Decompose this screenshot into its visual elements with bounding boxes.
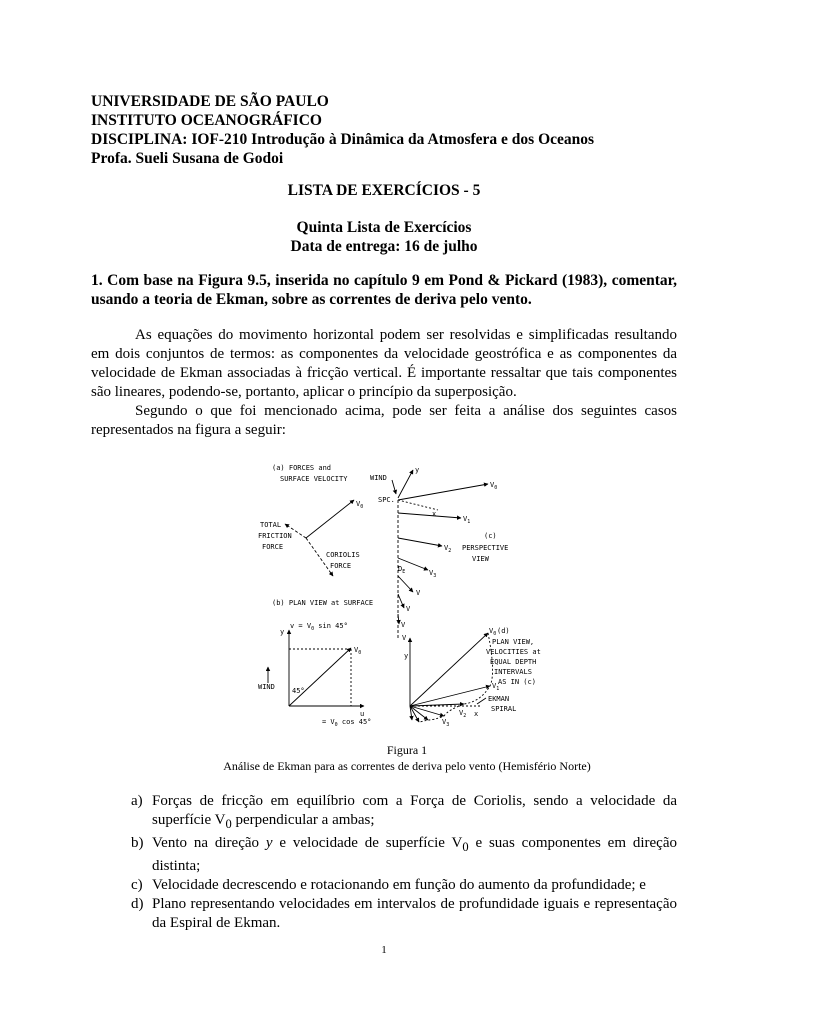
fig-d-label: (d)	[497, 627, 510, 635]
fig-b-y-label: y	[280, 628, 285, 636]
item-label: b)	[131, 835, 144, 851]
list-subtitle: Quinta Lista de Exercícios	[296, 219, 472, 236]
fig-b-title: (b) PLAN VIEW at SURFACE	[272, 599, 374, 607]
university-name: UNIVERSIDADE DE SÃO PAULO	[91, 93, 329, 110]
item-list	[131, 792, 677, 933]
fig-b-u-label: u	[360, 710, 365, 718]
fig-d-text-1: PLAN VIEW,	[492, 638, 535, 646]
fig-d-text-5: AS IN (c)	[498, 678, 536, 686]
fig-c-de-label: $D_E$	[398, 565, 406, 575]
fig-a-coriolis-label: CORIOLIS	[326, 551, 360, 559]
item-label: c)	[131, 877, 143, 893]
list-title: LISTA DE EXERCÍCIOS - 5	[287, 182, 481, 199]
fig-d-v2-label: $V_2$	[459, 709, 467, 719]
figure-caption-title: Figura 1	[386, 743, 428, 757]
fig-b-v0-label: $V_0$	[354, 646, 362, 656]
professor-name: Profa. Sueli Susana de Godoi	[91, 150, 284, 167]
fig-d-v0-label: $V_0$	[489, 627, 497, 637]
fig-c-v5-label: V	[406, 605, 411, 613]
fig-d-ekman-label: EKMAN	[488, 695, 510, 703]
list-item: d) Plano representando velocidades em intervalos de profundidade iguais e representação da Espiral de Ekman.	[131, 896, 677, 931]
list-item: a) Forças de fricção em equilíbrio com a Força de Coriolis, sendo a velocidade da superfície $V_0$ perpendicular a ambas;	[131, 793, 677, 831]
fig-c-x-label: x	[432, 510, 437, 518]
fig-a-v0-label: $V_0$	[356, 500, 364, 510]
fig-c-v1-label: $V_1$	[463, 515, 471, 525]
fig-a-v0-arrow	[306, 500, 354, 538]
fig-a-total-label: TOTAL	[260, 521, 282, 529]
fig-c-y-label: y	[415, 466, 420, 474]
fig-c-v7-label: V	[402, 634, 407, 642]
document-header	[91, 92, 594, 168]
fig-d-text-2: VELOCITIES at	[486, 648, 541, 656]
item-label: d)	[131, 896, 144, 912]
fig-d-ekman-pointer	[477, 698, 486, 704]
fig-c-spc-label: SPC.	[378, 496, 395, 504]
fig-a-force-label: FORCE	[262, 543, 284, 551]
figure-caption-text: Análise de Ekman para as correntes de deriva pelo vento (Hemisfério Norte)	[223, 759, 591, 773]
fig-d-spiral	[419, 633, 493, 722]
fig-c-x-axis	[398, 500, 438, 510]
fig-a-friction-label: FRICTION	[258, 532, 292, 540]
paragraph-2: Segundo o que foi mencionado acima, pode ser feita a análise dos seguintes casos representados na figura a seguir:	[91, 403, 677, 438]
fig-c-wind-label: WIND	[370, 474, 387, 482]
fig-c-v2-arrow	[398, 538, 442, 546]
fig-c-v4-arrow	[398, 576, 413, 592]
fig-c-v0-arrow	[398, 484, 488, 500]
fig-b-v0-arrow	[289, 648, 351, 706]
page-number: 1	[381, 944, 387, 956]
list-item: b) Vento na direção y e velocidade de superfície $V_0$ e suas componentes em direção distinta;	[131, 835, 677, 874]
fig-c-v3-label: $V_3$	[429, 569, 437, 579]
fig-c-v4-label: V	[416, 589, 421, 597]
fig-d-text-3: EQUAL DEPTH	[490, 658, 537, 666]
fig-d-y-label: y	[404, 652, 409, 660]
fig-d-text-4: INTERVALS	[494, 668, 532, 676]
fig-c-v1-arrow	[398, 513, 461, 518]
fig-c-v5-arrow	[398, 594, 404, 608]
fig-b-u-eq: = $V_0$ cos 45°	[322, 718, 372, 728]
fig-c-wind-arrow	[392, 480, 396, 494]
fig-c-view: VIEW	[472, 555, 489, 563]
fig-a-title-1: (a) FORCES and	[272, 464, 332, 472]
fig-d-v3-label: $V_3$	[442, 718, 450, 728]
item-label: a)	[131, 793, 143, 809]
fig-c-v2-label: $V_2$	[444, 544, 452, 554]
fig-c-perspective: PERSPECTIVE	[462, 544, 509, 552]
fig-b-wind-label: WIND	[258, 683, 275, 691]
fig-d-spiral-label: SPIRAL	[491, 705, 517, 713]
due-date: Data de entrega: 16 de julho	[290, 238, 478, 255]
fig-b-v-eq: $v = V_0$ sin 45°	[290, 622, 348, 632]
ekman-figure	[258, 458, 541, 740]
question-1: 1. Com base na Figura 9.5, inserida no capítulo 9 em Pond & Pickard (1983), comentar, usando a teoria de Ekman, sobre as correntes de deriva pelo vento.	[91, 272, 677, 308]
fig-c-v6-label: V	[401, 621, 406, 629]
institute-name: INSTITUTO OCEANOGRÁFICO	[91, 112, 322, 129]
fig-c-v0-label: $V_0$	[490, 481, 498, 491]
fig-a-coriolis-force-label: FORCE	[330, 562, 352, 570]
fig-c-label: (c)	[484, 532, 497, 540]
fig-d-v0-arrow	[410, 633, 488, 706]
paragraph-1: As equações do movimento horizontal podem ser resolvidas e simplificadas resultando em dois conjuntos de termos: as componentes da velocidade geostrófica e as componentes da velocidade de Ekman associadas à fricção vertical. É importante ressaltar que tais componentes são lineares, podendo-se, portanto, aplicar o princípio da superposição.	[91, 327, 677, 400]
fig-d-v4-arrow	[410, 706, 428, 720]
fig-d-v1-label: $V_1$	[492, 682, 500, 692]
fig-c-y-arrow	[398, 470, 413, 498]
fig-a-title-2: SURFACE VELOCITY	[280, 475, 348, 483]
fig-d-x-label: x	[474, 710, 479, 718]
course-name: DISCIPLINA: IOF-210 Introdução à Dinâmica da Atmosfera e dos Oceanos	[91, 131, 595, 148]
list-item: c) Velocidade decrescendo e rotacionando em função do aumento da profundidade; e	[131, 877, 646, 893]
fig-b-angle-label: 45°	[292, 687, 305, 695]
